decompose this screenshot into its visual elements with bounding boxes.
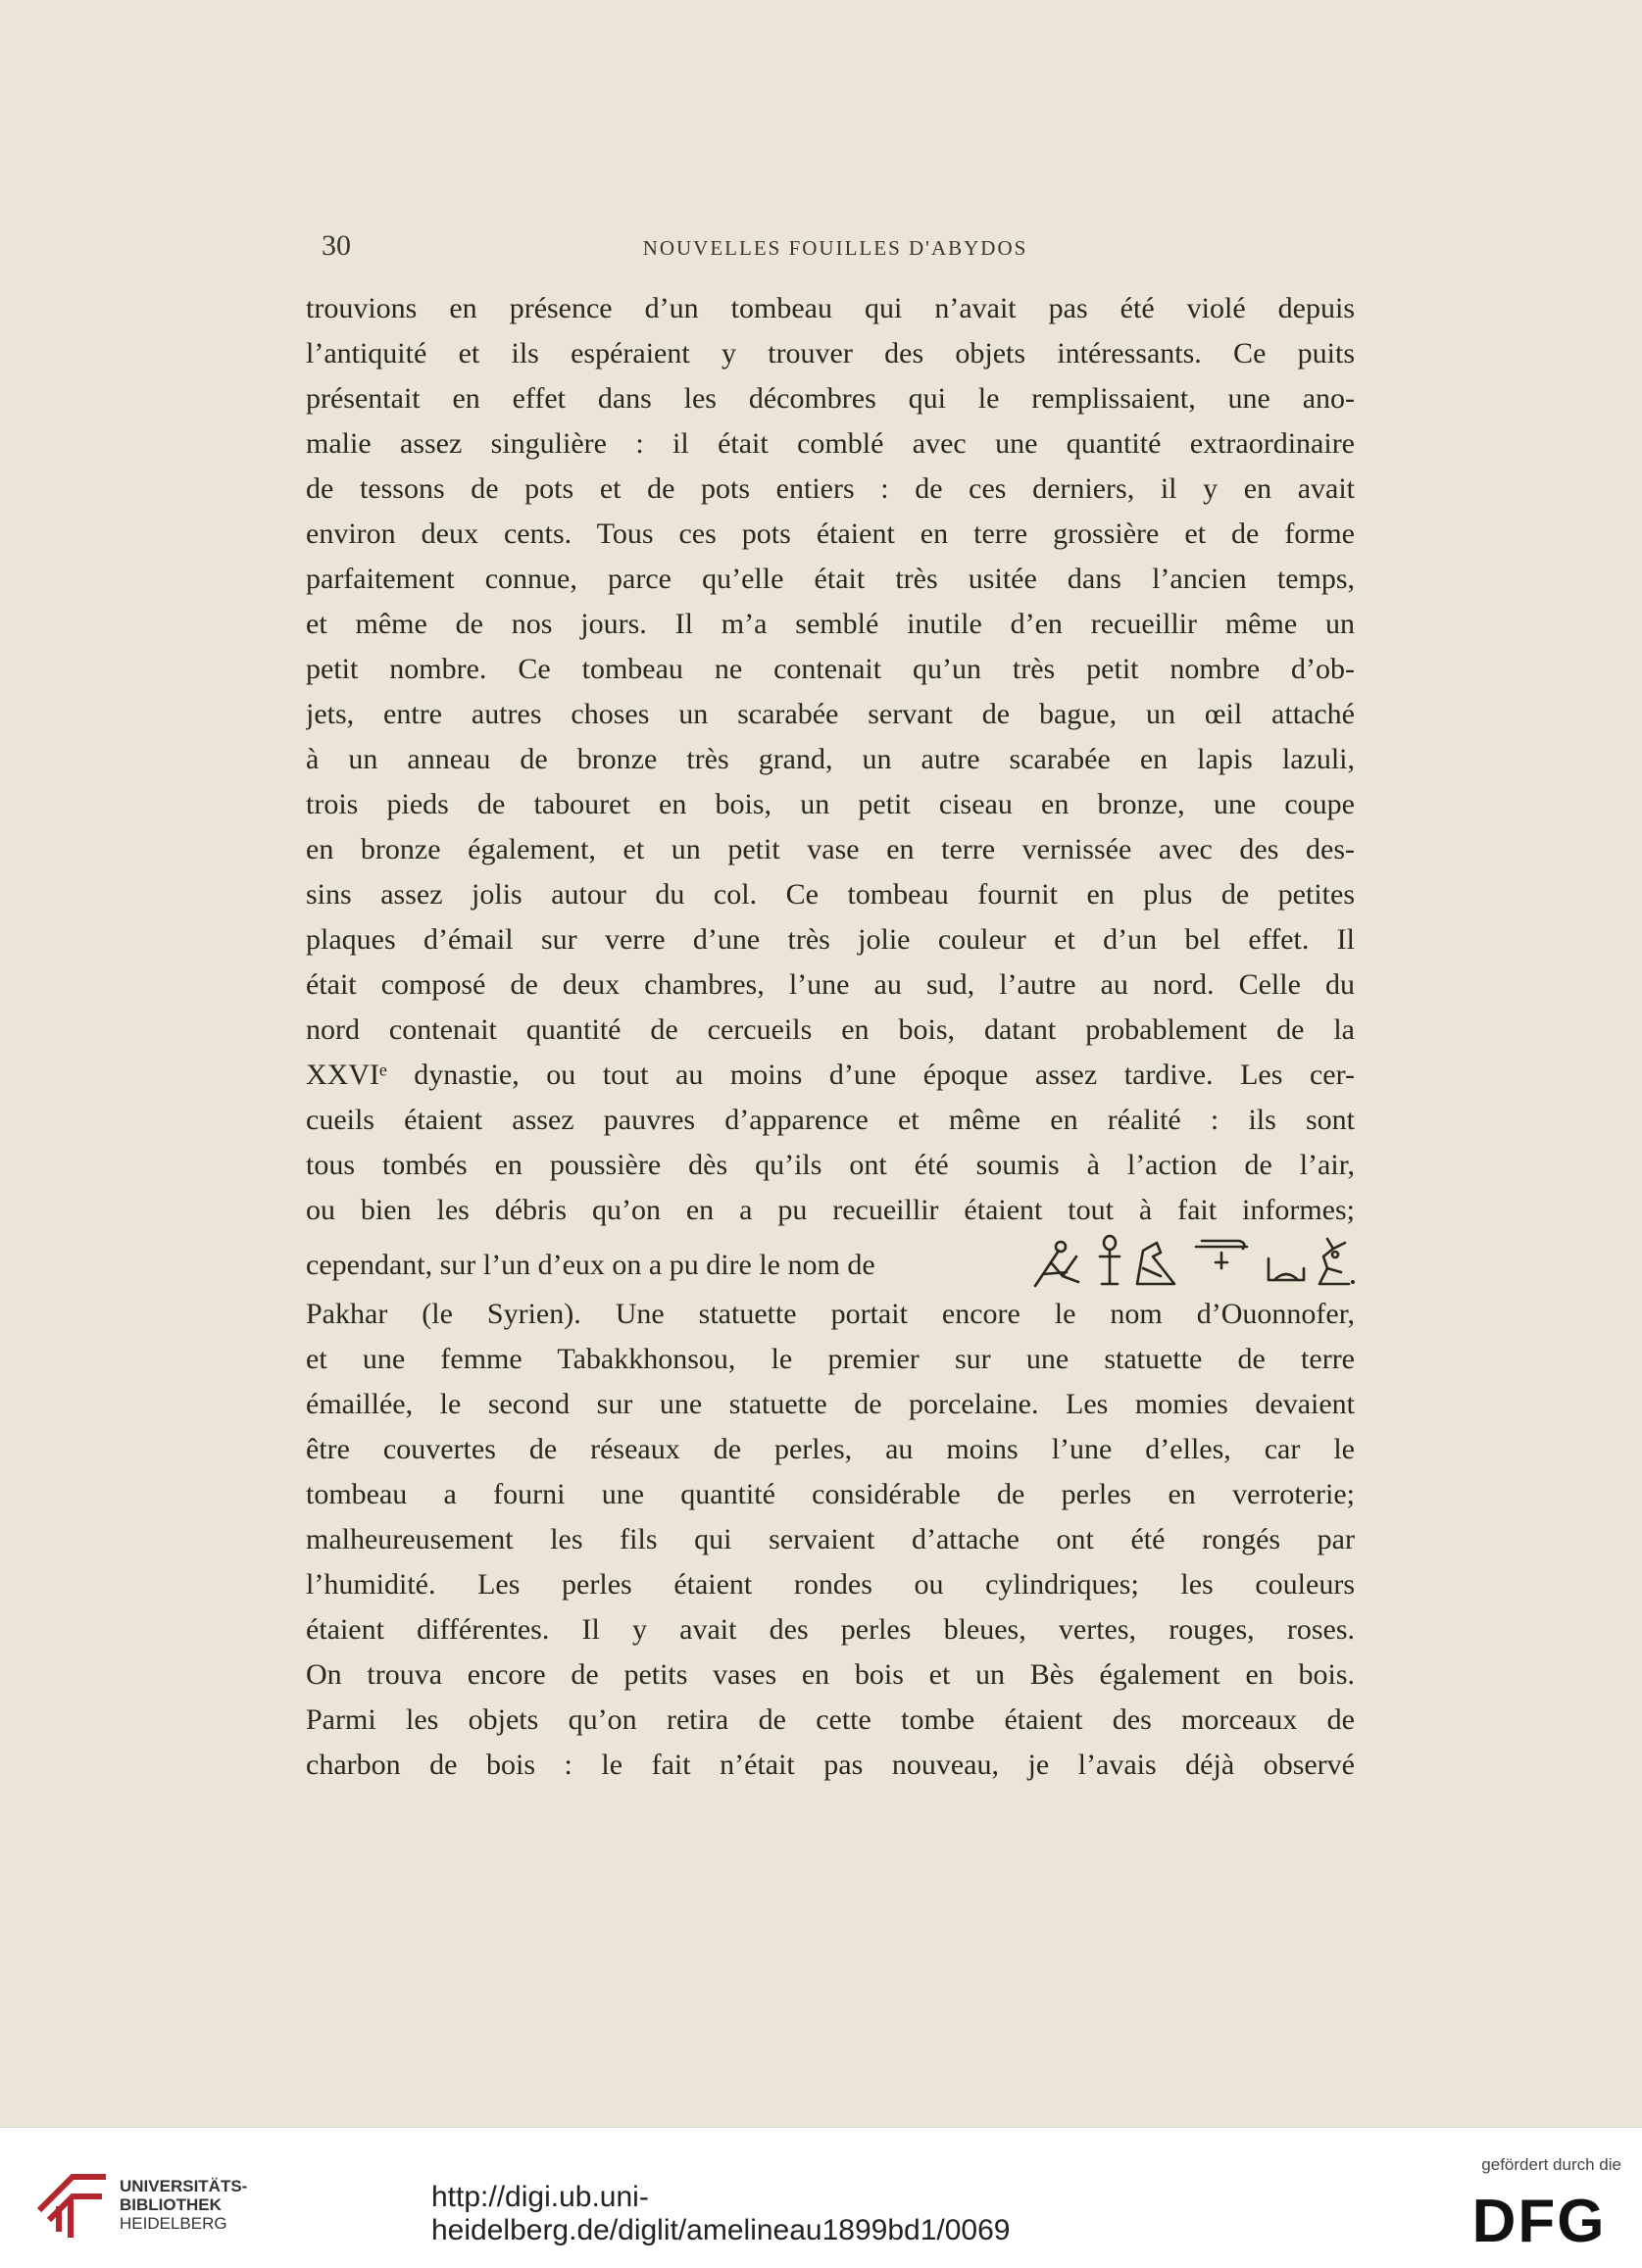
text-line-4: malie assez singulière : il était comblé avec une quantité extraordinaire: [306, 427, 1355, 460]
text-line-14: sins assez jolis autour du col. Ce tombeau fournit en plus de petites: [306, 878, 1355, 911]
text-line-5: de tessons de pots et de pots entiers : de ces derniers, il y en avait: [306, 472, 1355, 505]
text-line-6: environ deux cents. Tous ces pots étaient en terre grossière et de forme: [306, 518, 1355, 550]
body-text: [306, 286, 1355, 1788]
text-line-11: à un anneau de bronze très grand, un autre scarabée en lapis lazuli,: [306, 743, 1355, 775]
text-line-3: présentait en effet dans les décombres qui le remplissaient, une ano-: [306, 382, 1355, 415]
dfg-logo-text: DFG: [1471, 2188, 1607, 2249]
text-line-after-9: On trouva encore de petits vases en bois et un Bès également en bois.: [306, 1658, 1355, 1691]
text-line-16: était composé de deux chambres, l’une au sud, l’autre au nord. Celle du: [306, 968, 1355, 1001]
text-line-after-2: et une femme Tabakkhonsou, le premier sur une statuette de terre: [306, 1343, 1355, 1375]
permalink-url[interactable]: http://digi.ub.uni-heidelberg.de/diglit/amelineau1899bd1/0069: [431, 2181, 1011, 2246]
running-head-title: NOUVELLES FOUILLES D'ABYDOS: [642, 236, 1028, 260]
text-line-13: en bronze également, et un petit vase en terre vernissée avec des des-: [306, 833, 1355, 865]
university-library-logo-icon: [33, 2161, 112, 2242]
text-line-after-8: étaient différentes. Il y avait des perles bleues, vertes, rouges, roses.: [306, 1613, 1355, 1646]
library-name-line2: BIBLIOTHEK: [120, 2195, 222, 2214]
funding-note: gefördert durch die: [1481, 2155, 1621, 2174]
text-line-17: nord contenait quantité de cercueils en bois, datant probablement de la: [306, 1013, 1355, 1046]
text-line-7: parfaitement connue, parce qu’elle était très usitée dans l’ancien temps,: [306, 563, 1355, 595]
text-line-after-1: Pakhar (le Syrien). Une statuette portait encore le nom d’Ouonnofer,: [306, 1298, 1355, 1330]
text-line-after-11: charbon de bois : le fait n’était pas nouveau, je l’avais déjà observé: [306, 1749, 1355, 1781]
text-line-19: cueils étaient assez pauvres d’apparence et même en réalité : ils sont: [306, 1104, 1355, 1136]
text-line-10: jets, entre autres choses un scarabée servant de bague, un œil attaché: [306, 698, 1355, 730]
text-line-21: ou bien les débris qu’on en a pu recueillir étaient tout à fait informes;: [306, 1194, 1355, 1226]
text-line-15: plaques d’émail sur verre d’une très jolie couleur et d’un bel effet. Il: [306, 923, 1355, 956]
hieroglyph-name-icon: [1029, 1233, 1355, 1290]
running-head: [316, 229, 1355, 269]
text-line-after-3: émaillée, le second sur une statuette de porcelaine. Les momies devaient: [306, 1388, 1355, 1420]
text-line-8: et même de nos jours. Il m’a semblé inutile d’en recueillir même un: [306, 608, 1355, 640]
text-line-18: XXVIᵉ dynastie, ou tout au moins d’une époque assez tardive. Les cer-: [306, 1059, 1355, 1091]
text-line-20: tous tombés en poussière dès qu’ils ont été soumis à l’action de l’air,: [306, 1149, 1355, 1181]
text-line-12: trois pieds de tabouret en bois, un petit ciseau en bronze, une coupe: [306, 788, 1355, 820]
dfg-logo: [1457, 2187, 1621, 2249]
hieroglyph-line-text: cependant, sur l’un d’eux on a pu dire le nom de: [306, 1249, 875, 1281]
text-line-after-6: malheureusement les fils qui servaient d’attache ont été rongés par: [306, 1523, 1355, 1555]
text-line-after-5: tombeau a fourni une quantité considérable de perles en verroterie;: [306, 1478, 1355, 1510]
page-number: 30: [322, 229, 351, 262]
text-line-1: trouvions en présence d’un tombeau qui n’avait pas été violé depuis: [306, 292, 1355, 324]
library-name-line3: HEIDELBERG: [120, 2214, 227, 2233]
text-line-after-7: l’humidité. Les perles étaient rondes ou cylindriques; les couleurs: [306, 1568, 1355, 1601]
footer-bar: [0, 2127, 1642, 2268]
text-line-after-4: être couvertes de réseaux de perles, au moins l’une d’elles, car le: [306, 1433, 1355, 1465]
text-line-after-10: Parmi les objets qu’on retira de cette tombe étaient des morceaux de: [306, 1703, 1355, 1736]
text-line-hieroglyph: [306, 1233, 1355, 1292]
university-library-name: [120, 2177, 247, 2233]
library-name-line1: UNIVERSITÄTS-: [120, 2177, 248, 2195]
text-line-9: petit nombre. Ce tombeau ne contenait qu’un très petit nombre d’ob-: [306, 653, 1355, 685]
text-line-2: l’antiquité et ils espéraient y trouver des objets intéressants. Ce puits: [306, 337, 1355, 370]
